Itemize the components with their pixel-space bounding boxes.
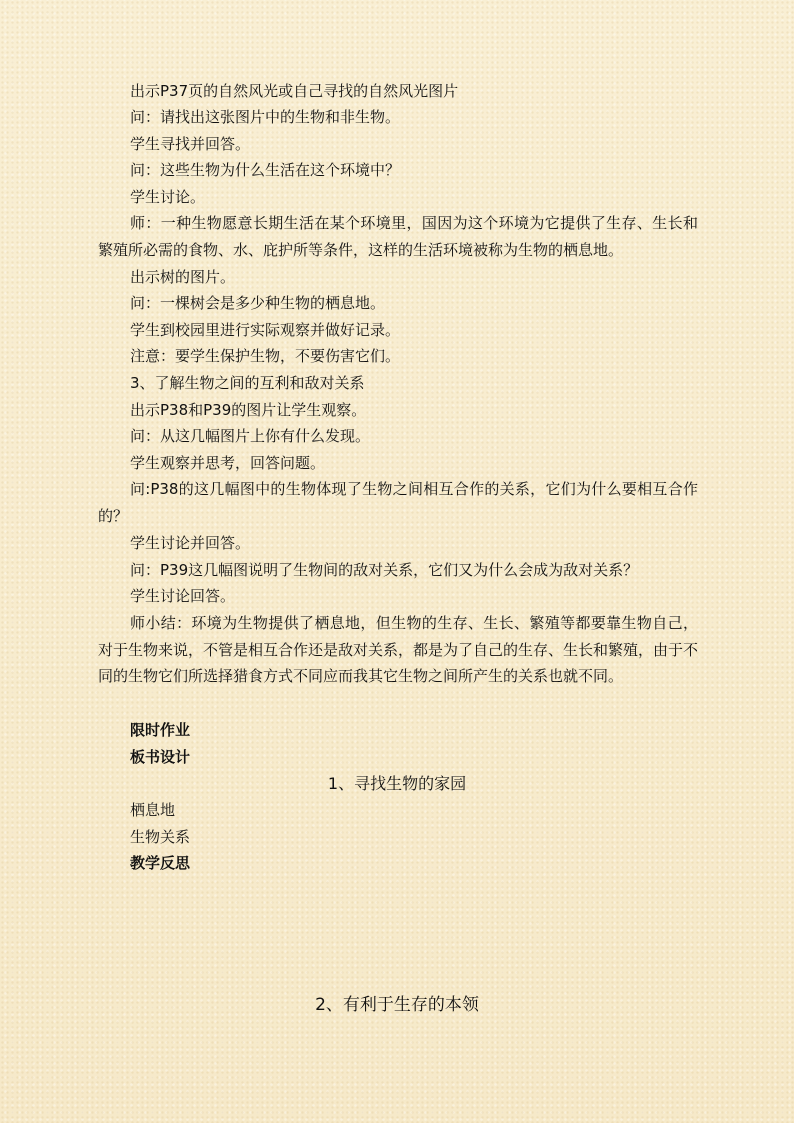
paragraph: 学生讨论。	[130, 188, 206, 206]
paragraph: 学生到校园里进行实际观察并做好记录。	[130, 321, 401, 339]
paragraph: 出示树的图片。	[130, 268, 236, 286]
paragraph: 注意：要学生保护生物，不要伤害它们。	[130, 347, 401, 365]
paragraph: 出示P38和P39的图片让学生观察。	[130, 401, 367, 419]
paragraph: 问：请找出这张图片中的生物和非生物。	[130, 108, 401, 126]
paragraph: 问：一棵树会是多少种生物的栖息地。	[130, 294, 386, 312]
reflection-heading: 教学反思	[130, 854, 191, 872]
board-design-heading: 板书设计	[130, 748, 191, 766]
homework-heading: 限时作业	[130, 721, 191, 739]
section-heading: 3、了解生物之间的互利和敌对关系	[130, 374, 365, 392]
paragraph: 问：P39这几幅图说明了生物间的敌对关系，它们又为什么会成为敌对关系？	[130, 561, 639, 579]
paragraph-habitat-definition: 师：一种生物愿意长期生活在某个环境里，国因为这个环境为它提供了生存、生长和繁殖所必需的食物、水、庇护所等条件，这样的生活环境被称为生物的栖息地。	[98, 214, 698, 259]
board-item: 栖息地	[130, 801, 176, 819]
board-item: 生物关系	[130, 828, 191, 846]
board-title: 1、寻找生物的家园	[327, 774, 467, 793]
next-lesson-title: 2、有利于生存的本领	[315, 995, 479, 1015]
paragraph: 问：从这几幅图片上你有什么发现。	[130, 427, 371, 445]
paragraph: 学生观察并思考，回答问题。	[130, 454, 326, 472]
paragraph: 学生讨论回答。	[130, 587, 236, 605]
paragraph-summary: 师小结：环境为生物提供了栖息地，但生物的生存、生长、繁殖等都要靠生物自己，对于生物来说，不管是相互合作还是敌对关系，都是为了自己的生存、生长和繁殖，由于不同的生物它们所选择猎食方式不同应而我其它生物之间所产生的关系也就不同。	[98, 614, 699, 685]
paragraph: 出示P37页的自然风光或自己寻找的自然风光图片	[130, 82, 459, 100]
paragraph: 问：这些生物为什么生活在这个环境中？	[130, 161, 401, 179]
paragraph: 学生寻找并回答。	[130, 135, 251, 153]
paragraph-cooperation-question: 问:P38的这几幅图中的生物体现了生物之间相互合作的关系，它们为什么要相互合作的？	[98, 480, 698, 525]
paragraph: 学生讨论并回答。	[130, 534, 251, 552]
